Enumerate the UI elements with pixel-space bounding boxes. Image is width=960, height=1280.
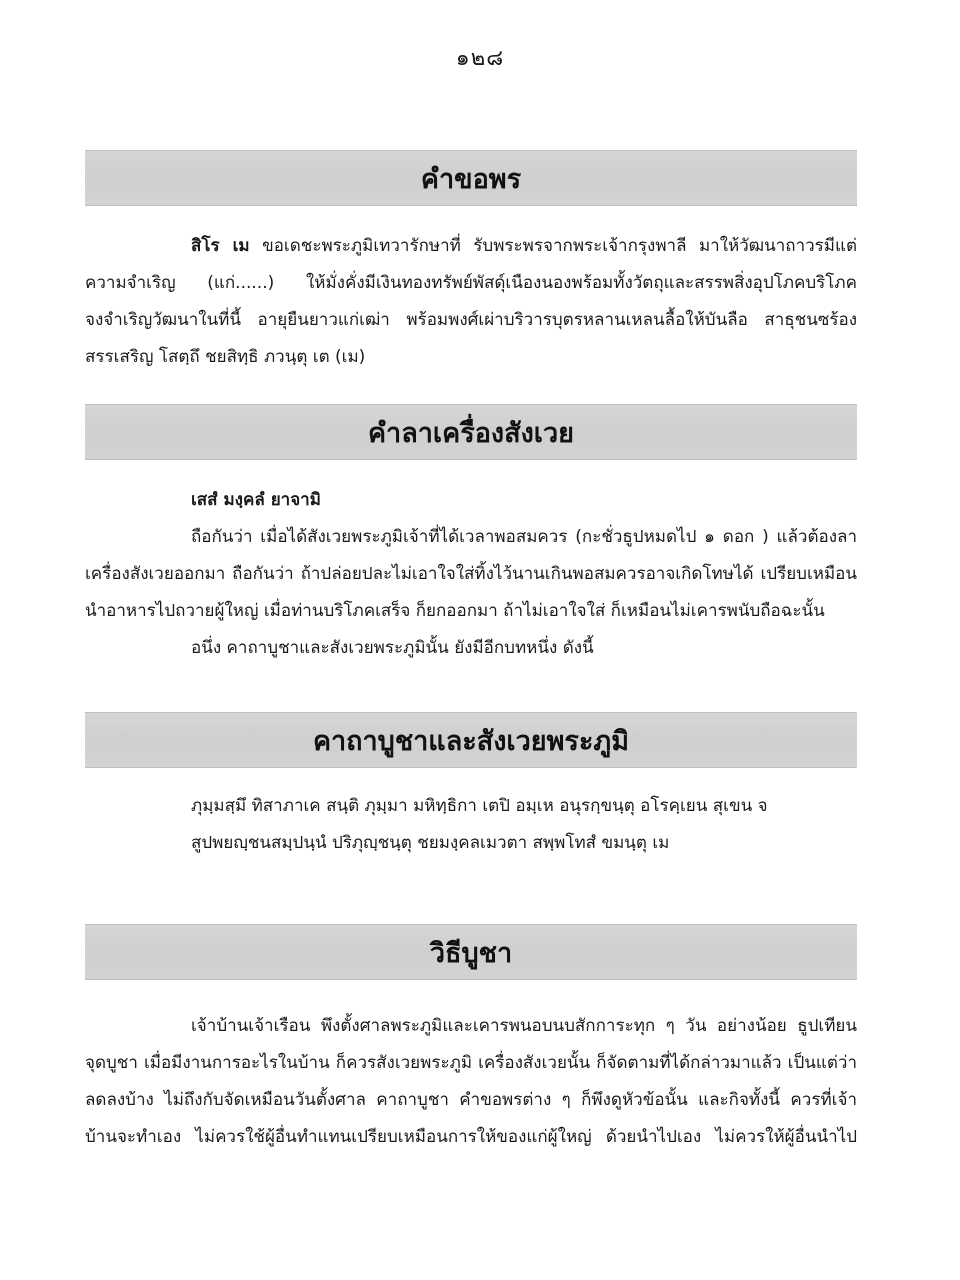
paragraph-line: ลดลงบ้าง ไม่ถึงกับจัดเหมือนวันตั้งศาล คาถาบูชา คำขอพรต่าง ๆ ก็พึงดูหัวข้อนั้น และกิจทั้งนี้ ควรที่เจ้า [85,1090,857,1110]
section-heading-method [85,924,857,980]
sub-heading: เสสํ มงฺคลํ ยาจามิ [191,490,321,510]
paragraph-line: ความจำเริญ (แก่......) ให้มั่งคั่งมีเงินทองทรัพย์พัสดุ์เนืองนองพร้อมทั้งวัตถุและสรรพสิ่งอุปโภคบริโภค [85,273,857,293]
paragraph-line: จงจำเริญวัฒนาในที่นี้ อายุยืนยาวแก่เฒ่า พร้อมพงศ์เผ่าบริวารบุตรหลานเหลนลื้อให้บันลือ สาธุชนซร้อง [85,310,857,330]
paragraph-line: จุดบูชา เมื่อมีงานการอะไรในบ้าน ก็ควรสังเวยพระภูมิ เครื่องสังเวยนั้น ก็จัดตามที่ได้กล่าวมาแล้ว เป็นแต่ว่า [85,1053,857,1073]
lead-phrase: สิโร เม [191,236,250,256]
paragraph-line: ถือกันว่า เมื่อได้สังเวยพระภูมิเจ้าที่ได้เวลาพอสมควร (กะชั่วธูปหมดไป ๑ ดอก ) แล้วต้องลา [191,527,857,547]
method-paragraph [85,1008,857,1156]
verse-line: สูปพยญฺชนสมฺปนฺนํ ปริภุญฺชนฺตุ ชยมงฺคลเมวตา สพฺพโทสํ ขมนฺตุ เม [191,833,670,853]
paragraph-line: นำอาหารไปถวายผู้ใหญ่ เมื่อท่านบริโภคเสร็จ ก็ยกออกมา ถ้าไม่เอาใจใส่ ก็เหมือนไม่เคารพนับถือฉะนั้น [85,601,825,621]
section-title: คำขอพร [420,163,522,195]
section-heading-verse [85,712,857,768]
section-heading-farewell [85,404,857,460]
paragraph-line: บ้านจะทำเอง ไม่ควรใช้ผู้อื่นทำแทนเปรียบเหมือนการให้ของแก่ผู้ใหญ่ ด้วยนำไปเอง ไม่ควรให้ผู้อื่นนำไป [85,1127,857,1147]
section-title: วิธีบูชา [429,937,513,969]
paragraph-line: เครื่องสังเวยออกมา ถือกันว่า ถ้าปล่อยปละไม่เอาใจใส่ทิ้งไว้นานเกินพอสมควรอาจเกิดโทษได้ เปรียบเหมือน [85,564,857,584]
verse-paragraph [85,788,857,862]
blessing-paragraph [85,228,857,376]
paragraph-line: อนึ่ง คาถาบูชาและสังเวยพระภูมินั้น ยังมีอีกบทหนึ่ง ดังนี้ [191,638,594,658]
farewell-paragraph [85,482,857,667]
section-heading-blessing [85,150,857,206]
paragraph-line [85,228,857,265]
section-title: คาถาบูชาและสังเวยพระภูมิ [312,725,630,757]
page-number: ๑๒๘ [455,46,505,71]
verse-line: ภุมฺมสฺมึ ทิสาภาเค สนฺติ ภุมฺมา มหิทฺธิกา เตปิ อมฺเห อนุรกฺขนฺตุ อโรคฺเยน สุเขน จ [191,796,768,816]
line-text: ขอเดชะพระภูมิเทวารักษาที่ รับพระพรจากพระเจ้ากรุงพาลี มาให้วัฒนาถาวรมีแต่ [249,236,857,256]
section-title: คำลาเครื่องสังเวย [368,417,574,449]
paragraph-line: สรรเสริญ โสตฺถึ ชยสิทฺธิ ภวนฺตุ เต (เม) [85,347,366,367]
paragraph-line: เจ้าบ้านเจ้าเรือน พึงตั้งศาลพระภูมิและเคารพนอบนบสักการะทุก ๆ วัน อย่างน้อย ธูปเทียน [191,1016,857,1036]
